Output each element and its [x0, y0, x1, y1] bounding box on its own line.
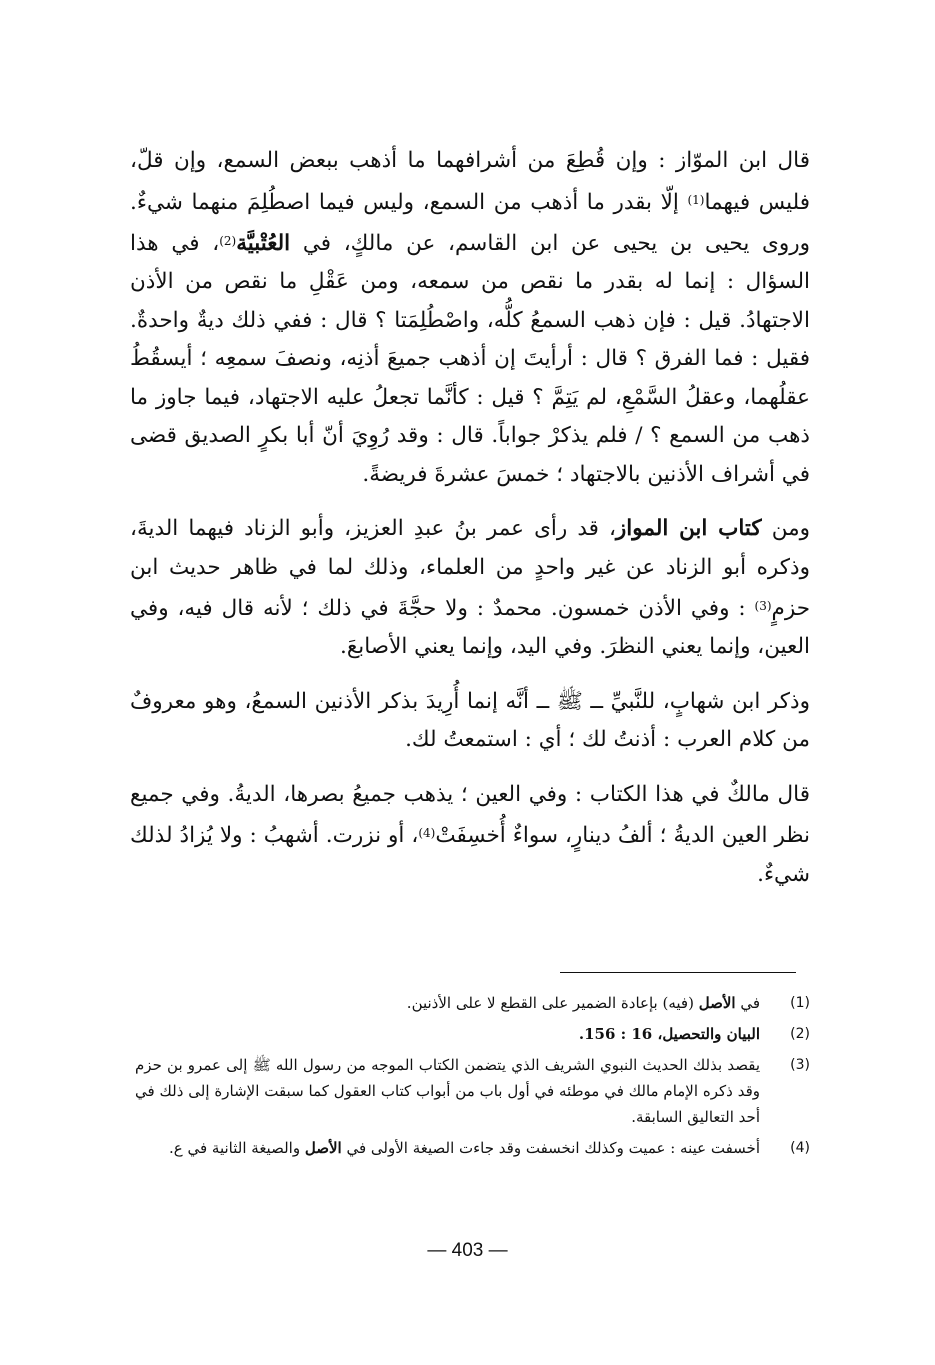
footnote-separator — [560, 972, 796, 973]
footnote-text — [135, 1135, 760, 1161]
text-run: والصيغة الثانية في ع. — [169, 1139, 305, 1157]
bold-term: الأصل — [698, 994, 736, 1012]
footnote-number: (1) — [790, 995, 810, 1011]
paragraph-1 — [130, 142, 810, 494]
text-run: في — [735, 994, 760, 1012]
paragraph-4 — [130, 776, 810, 894]
text-run: (فيه) بإعادة الضمير على القطع لا على الأذنين. — [406, 994, 699, 1012]
text-run: ، في هذا السؤال : إنما له بقدر ما نقص من سمعه، ومن عَقْلِ ما نقص من الأذن الاجتهادُ. قيل : فإن ذهب السمعُ كلُّه، واصْطُلِمَتا ؟ قال : ففي ذلك ديةٌ واحدةٌ. فقيل : فما الفرق ؟ قال : أرأيتَ إن أذهب جميعَ أذنِه، ونصفَ سمعِه ؛ أيسقُطُ عقلُهما، وعقلُ السَّمْعِ، لم يَتِمَّ ؟ قيل : كأنَّما تجعلُ عليه الاجتهاد، فيما جاوز ما ذهب من السمع ؟ / فلم يذكرْ جواباً. قال : وقد رُوِيَ أنّ أبا بكرٍ الصديق قضى في أشراف الأذنين بالاجتهاد ؛ خمسَ عشرةَ فريضةً. — [130, 230, 810, 487]
text-run: قال مالكٌ في هذا الكتاب : وفي العين ؛ يذهب جميعُ بصرها، الديةُ. وفي جميع نظر العين الديةُ ؛ ألفُ دينارٍ، سواءٌ أُخسِفَتْ — [130, 781, 810, 849]
text-run: ومن — [761, 516, 810, 542]
footnote-marker[interactable]: (4) — [418, 826, 436, 841]
text-run: إلّا بقدر ما أذهب من السمع، وليس فيما اصطُلِمَ منهما شيءٌ. وروى يحيى بن يحيى عن ابن القاسم، عن مالكٍ، في — [130, 189, 810, 256]
footnote-3 — [135, 1052, 810, 1130]
footnote-number: (2) — [790, 1026, 810, 1042]
footnote-text — [135, 990, 760, 1016]
footnote-marker[interactable]: (2) — [219, 233, 237, 248]
page-number: — 403 — — [427, 1240, 508, 1261]
text-run: قال ابن الموّاز : وإن قُطِعَ من أشرافهما ما أذهب ببعض السمع، وإن قلّ، فليس فيهما — [130, 148, 810, 215]
paragraph-3 — [130, 683, 810, 760]
text-run: : وفي الأذن خمسون. محمدٌ : ولا حجَّةَ في ذلك ؛ لأنه قال فيه، وفي العين، وإنما يعني النظرَ. وفي اليد، وإنما يعني الأصابعَ. — [130, 595, 810, 660]
text-run: ، قد رأى عمر بنُ عبدِ العزيز، وأبو الزناد فيهما الديةَ، وذكره أبو الزناد عن غير واحدٍ من العلماء، وذلك لما في ظاهر حديث ابن حزمٍ — [130, 516, 810, 621]
bold-term: البيان والتحصيل، 16 : 156. — [578, 1025, 760, 1043]
footnote-4 — [135, 1135, 810, 1161]
main-text — [130, 142, 810, 894]
text-run: ، أو نزرت. أشهبُ : ولا يُزادُ لذلك شيءٌ. — [130, 823, 810, 887]
text-run: أخسفت عينه : عميت وكذلك انخسفت وقد جاءت الصيغة الأولى في — [341, 1139, 760, 1157]
footnote-text — [135, 1052, 760, 1130]
text-run: يقصد بذلك الحديث النبوي الشريف الذي يتضمن الكتاب الموجه من رسول الله ﷺ إلى عمرو بن حزم وقد ذكره الإمام مالك في موطئه في أول باب من أبواب كتاب العقول كما سبقت الإشارة إلى ذلك في أحد التعاليق السابقة. — [135, 1056, 760, 1126]
footnote-number: (4) — [790, 1140, 810, 1156]
footnote-2 — [135, 1021, 810, 1047]
bold-term: كتاب ابن المواز — [615, 516, 762, 542]
footnotes — [135, 990, 810, 1166]
footnote-marker[interactable]: (3) — [754, 599, 772, 614]
paragraph-2 — [130, 510, 810, 667]
footnote-1 — [135, 990, 810, 1016]
footnote-number: (3) — [790, 1057, 810, 1073]
footnote-text — [135, 1021, 760, 1047]
bold-term: الأصل — [304, 1139, 342, 1157]
bold-term: العُتْبيَّة — [236, 230, 291, 256]
footnote-marker[interactable]: (1) — [687, 192, 705, 207]
text-run: وذكر ابن شهابٍ، للنَّبيِّ ــ ﷺ ــ أنَّه إنما أُرِيدَ بذكر الأذنين السمعُ، وهو معروفٌ من كلام العرب : أذنتُ لك ؛ أي : استمعتُ لك. — [130, 688, 810, 753]
